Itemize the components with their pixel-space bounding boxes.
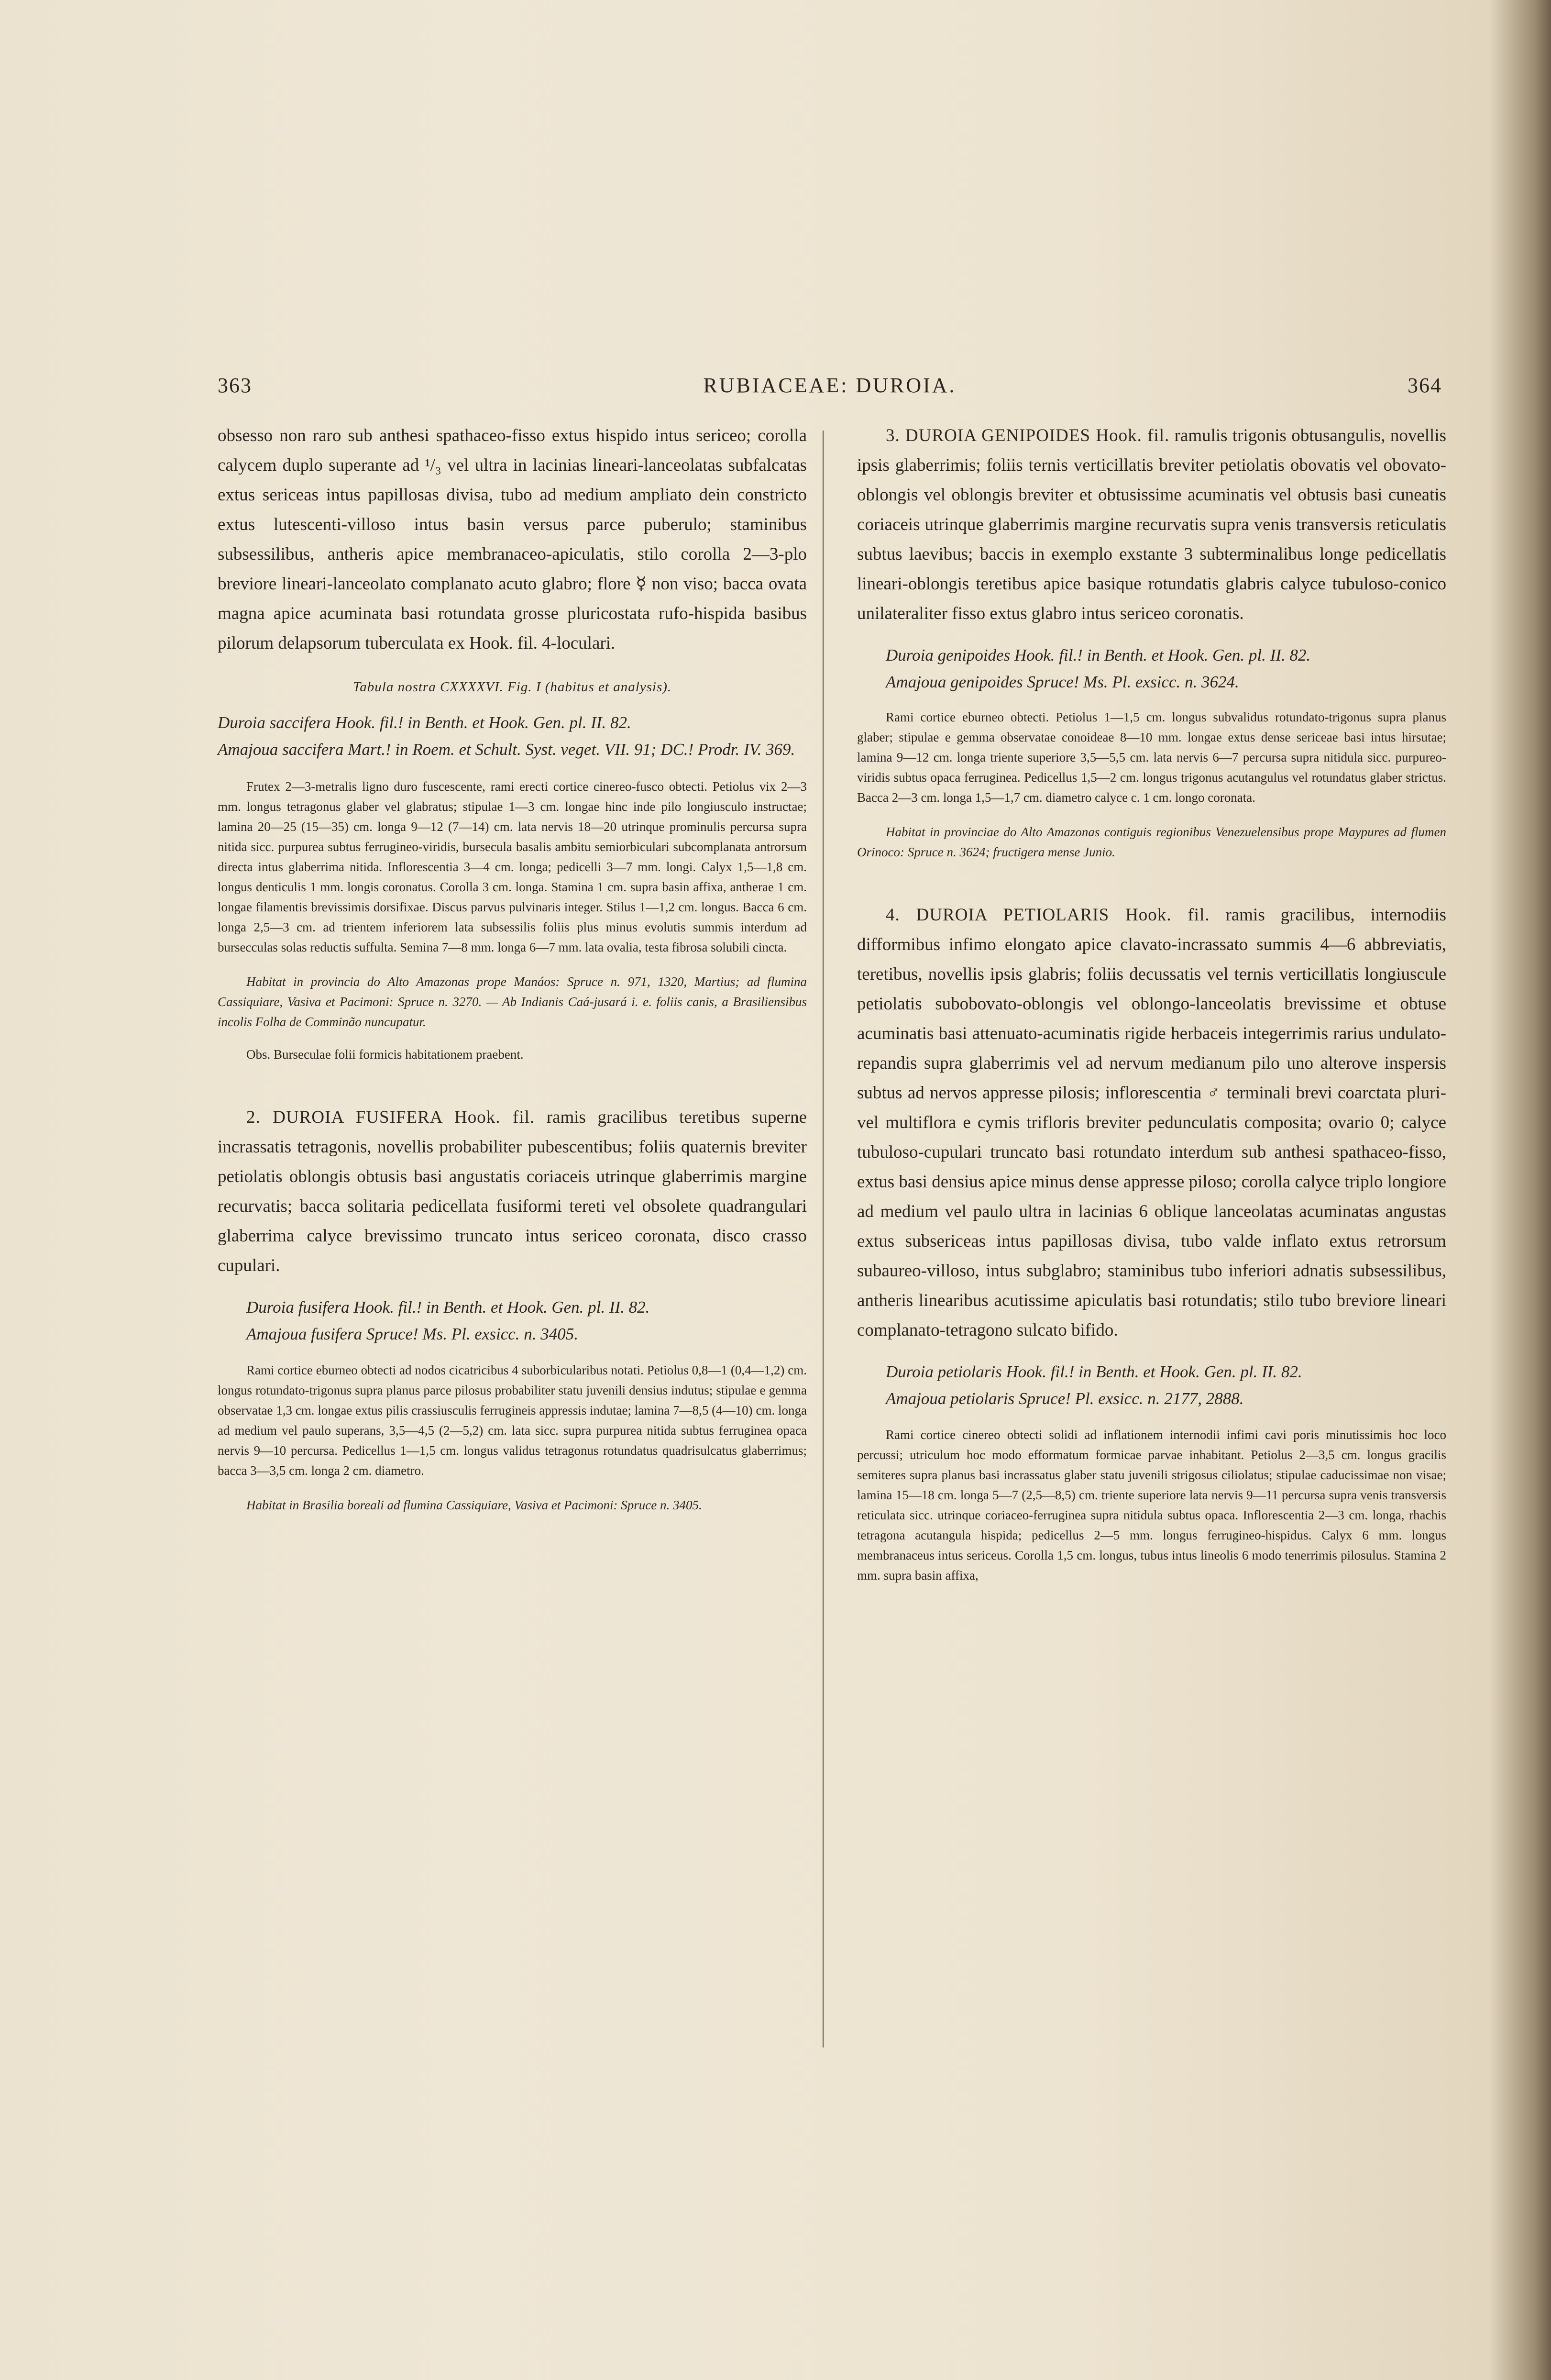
synonym-duroia-petiolaris: Duroia petiolaris Hook. fil.! in Benth. et Hook. Gen. pl. II. 82. xyxy=(886,1362,1302,1381)
description-fusifera: Rami cortice eburneo obtecti ad nodos cicatricibus 4 suborbicularibus notati. Petiolus 0,8—1 (0,4—1,2) cm. longus rotundato-trigonus supra planus parce pilosus probabiliter statu juvenili densius indutus; stipulae e gemma observatae 1,3 cm. longae extus pilis crassiusculis ferrugineis appressis indutae; lamina 7—8,5 (4—10) cm. longa ad medium vel paulo superans, 3,5—4,5 (2—5,2) cm. lata sicc. supra purpurea nitida subtus ferruginea opaca nervis 9—10 percursa. Pedicellus 1—1,5 cm. longus validus tetragonus rotundatus quadrisulcatus glaberrimus; bacca 3—3,5 cm. longa 2 cm. diametro. xyxy=(218,1363,807,1478)
page-number-left: 363 xyxy=(218,374,252,397)
synonym-amajoua-saccifera: Amajoua saccifera Mart.! in Roem. et Schult. Syst. veget. VII. 91; DC.! Prodr. IV. 369. xyxy=(218,740,795,759)
species-2-heading: 2. DUROIA FUSIFERA Hook. fil. xyxy=(246,1107,535,1127)
left-column xyxy=(218,421,807,1515)
species-3-heading: 3. DUROIA GENIPOIDES Hook. fil. xyxy=(886,426,1170,445)
species-4-text: ramis gracilibus, internodiis difformibus infimo elongato apice clavato-incrassato summis 4—6 abbreviatis, teretibus, novellis ipsis glabris; foliis decussatis vel ternis verticillatis longiuscule petiolatis subobovato-oblongis vel oblongo-lanceolatis brevissime et obtuse acuminatis basi attenuato-acuminatis rigide herbaceis integerrimis rarius undulato-repandis supra glaberrimis vel ad nervum medianum pilo uno alterove inspersis subtus ad nervos appresse pilosis; inflorescentia ♂ terminali brevi coarctata pluri- vel multiflora e cymis trifloris breviter pedunculatis composita; ovario 0; calyce tubuloso-cupulari truncato basi rotundato interdum sub anthesi spathaceo-fisso, extus basi densius apice minus dense appresse piloso; corolla calyce triplo longiore ad medium vel paulo ultra in lacinias 6 oblique lanceolatas acuminatas angustas extus subsericeas intus papillosas divisa, tubo valde inflato extus retrorsum subaureo-villoso, intus subglabro; staminibus tubo inferiori adnatis subsessilibus, antheris linearibus acutissime apiculatis basi rotundatis; stilo tubo breviore lineari complanato-tetragono sulcato bifido. xyxy=(857,905,1446,1340)
intro-paragraph: obsesso non raro sub anthesi spathaceo-fisso extus hispido intus sericeo; corolla calycem duplo superante ad ¹/₃ vel ultra in lacinias lineari-lanceolatas subfalcatas extus sericeas intus papillosas divisa, tubo ad medium ampliato dein constricto extus lutescenti-villoso intus basin versus parce puberulo; staminibus subsessilibus, antheris apice membranaceo-apiculatis, stilo corolla 2—3-plo breviore lineari-lanceolato complanato acuto glabro; flore ☿ non viso; bacca ovata magna apice acuminata basi rotundata grosse pluricostata rufo-hispida basibus pilorum delapsorum tuberculata ex Hook. fil. 4-loculari. xyxy=(218,426,807,653)
habitat-fusifera: Habitat in Brasilia boreali ad flumina Cassiquiare, Vasiva et Pacimoni: Spruce n. 3405. xyxy=(246,1498,702,1512)
habitat-saccifera: Habitat in provincia do Alto Amazonas prope Manáos: Spruce n. 971, 1320, Martius; ad flumina Cassiquiare, Vasiva et Pacimoni: Spruce n. 3270. — Ab Indianis Caá-jusará i. e. foliis canis, a Brasiliensibus incolis Folha de Comminão nuncupatur. xyxy=(218,974,807,1029)
description-petiolaris: Rami cortice cinereo obtecti solidi ad inflationem internodii infimi cavi poris minutissimis hoc loco percussi; utriculum hoc modo efformatum formicae parvae inhabitant. Petiolus 2—3,5 cm. longus gracilis semiteres supra planus basi incrassatus glaber statu juvenili strigosus ciliolatus; stipulae caducissimae non visae; lamina 15—18 cm. longa 5—7 (2,5—8,5) cm. triente superiore lata nervis 9—11 percursa supra venis transversis reticulata sicc. utrinque coriaceo-ferruginea supra nitidula subtus opaca. Inflorescentia 2—3 cm. longa, rhachis tetragona acutangula hispida; pedicellus 2—5 mm. longus ferrugineo-hispidus. Calyx 6 mm. longus membranaceus intus sericeus. Corolla 1,5 cm. longus, tubus intus lineolis 6 modo tenerrimis pilosulus. Stamina 2 mm. supra basin affixa, xyxy=(857,1428,1446,1583)
species-3-paragraph xyxy=(857,421,1446,629)
description-frutex: Frutex 2—3-metralis ligno duro fuscescente, rami erecti cortice cinereo-fusco obtecti. Petiolus vix 2—3 mm. longus tetragonus glaber vel glabratus; stipulae 1—3 cm. longae hinc inde pilo longiusculo instructae; lamina 20—25 (15—35) cm. longa 9—12 (7—14) cm. lata nervis 18—20 utrinque prominulis percursa supra nitida sicc. purpurea subtus ferrugineo-viridis, bursecula basalis ambitu semiorbiculari subcomplanata antrorsum directa intus glaberrima nitida. Inflorescentia 3—4 cm. longa; pedicelli 3—7 mm. longi. Calyx 1,5—1,8 cm. longus denticulis 1 mm. longis coronatus. Corolla 3 cm. longa. Stamina 1 cm. supra basin affixa, antherae 1 cm. longae filamentis brevissimis dorsifixae. Discus parvus pulvinaris integer. Stilus 1—1,2 cm. longus. Bacca 6 cm. longa 2,5—3 cm. ad trientem inferiorem lata subsessilis foliis plus minus evolutis summis interdum ad bursecculas solas reductis suffulta. Semina 7—8 mm. longa 6—7 mm. lata ovalia, testa fibrosa solubili cincta. xyxy=(218,779,807,954)
tabula-caption: Tabula nostra CXXXXVI. Fig. I (habitus et analysis). xyxy=(352,679,672,695)
synonym-duroia-saccifera: Duroia saccifera Hook. fil.! in Benth. et Hook. Gen. pl. II. 82. xyxy=(218,713,631,732)
synonym-duroia-fusifera: Duroia fusifera Hook. fil.! in Benth. et Hook. Gen. pl. II. 82. xyxy=(246,1298,650,1317)
running-head xyxy=(218,373,1442,411)
habitat-genipoides: Habitat in provinciae do Alto Amazonas contiguis regionibus Venezuelensibus prope Maypures ad flumen Orinoco: Spruce n. 3624; fructigera mense Junio. xyxy=(857,825,1446,859)
description-genipoides: Rami cortice eburneo obtecti. Petiolus 1—1,5 cm. longus subvalidus rotundato-trigonus supra planus glaber; stipulae e gemma observatae conoideae 8—10 mm. longae extus dense sericeae basi intus hirsutae; lamina 9—12 cm. longa triente superiore 3,5—5,5 cm. lata nervis 6—7 percursa supra nitidula sicc. purpureo-viridis subtus opaca ferruginea. Pedicellus 1,5—2 cm. longus trigonus acutangulus vel rotundatus glaber strictus. Bacca 2—3 cm. longa 1,5—1,7 cm. diametro calyce c. 1 cm. longo coronata. xyxy=(857,710,1446,805)
species-2-paragraph xyxy=(218,1103,807,1281)
right-column xyxy=(857,421,1446,1585)
synonym-duroia-genipoides: Duroia genipoides Hook. fil.! in Benth. et Hook. Gen. pl. II. 82. xyxy=(886,646,1311,664)
synonym-amajoua-fusifera: Amajoua fusifera Spruce! Ms. Pl. exsicc. n. 3405. xyxy=(246,1325,579,1343)
species-3-text: ramulis trigonis obtusangulis, novellis ipsis glaberrimis; foliis ternis verticillatis breviter petiolatis obovatis vel obovato-oblongis vel oblongis breviter et obtusissime acuminatis vel obtusis basi cuneatis coriaceis utrinque glaberrimis margine recurvatis supra venis transversis reticulatis subtus laevibus; baccis in exemplo exstante 3 subterminalibus longe pedicellatis lineari-oblongis teretibus apice basique rotundatis glabris calyce tubuloso-conico unilateraliter fisso extus glabro intus sericeo coronatis. xyxy=(857,426,1447,623)
observation-note: Obs. Burseculae folii formicis habitationem praebent. xyxy=(246,1047,524,1062)
species-4-paragraph xyxy=(857,900,1446,1345)
running-title: RUBIACEAE: DUROIA. xyxy=(703,374,957,397)
species-4-heading: 4. DUROIA PETIOLARIS Hook. fil. xyxy=(886,905,1210,925)
synonym-amajoua-genipoides: Amajoua genipoides Spruce! Ms. Pl. exsicc. n. 3624. xyxy=(886,673,1239,691)
synonym-amajoua-petiolaris: Amajoua petiolaris Spruce! Pl. exsicc. n. 2177, 2888. xyxy=(886,1389,1244,1408)
species-2-text: ramis gracilibus teretibus superne incrassatis tetragonis, novellis probabiliter pubescentibus; foliis quaternis breviter petiolatis oblongis obtusis basi angustatis coriaceis utrinque glaberrimis margine recurvatis; bacca solitaria pedicellata fusiformi tereti vel obsolete quadrangulari glaberrima calyce brevissimo truncato intus sericeo coronata, disco crasso cupulari. xyxy=(218,1107,807,1275)
column-divider xyxy=(823,431,824,2048)
page-number-right: 364 xyxy=(1408,374,1442,397)
